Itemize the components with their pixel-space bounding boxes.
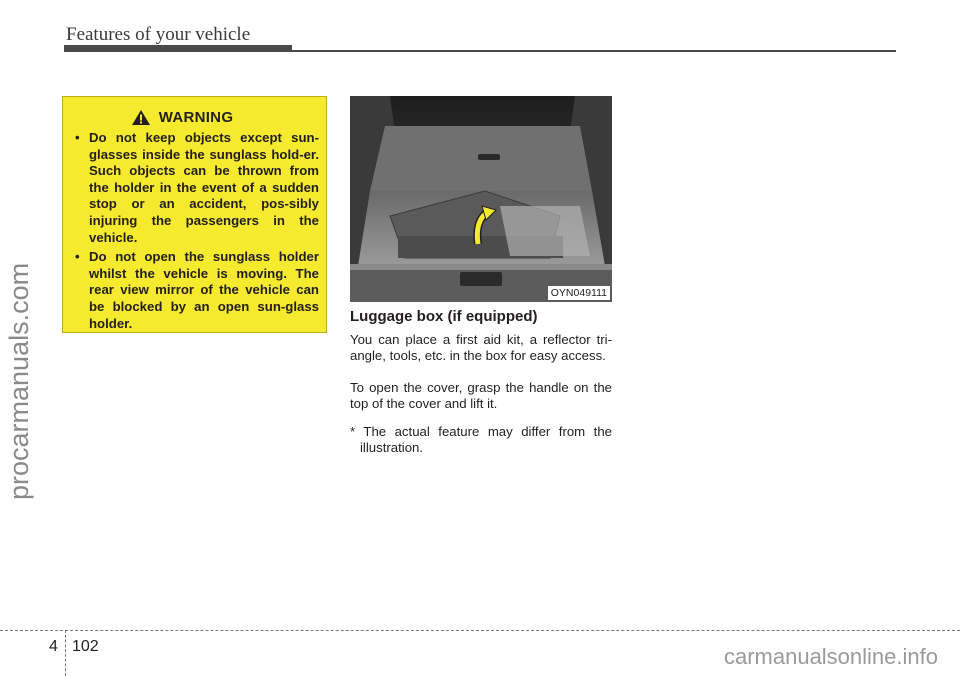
- header-title: Features of your vehicle: [66, 24, 251, 45]
- footer-rule: [0, 630, 960, 631]
- side-watermark: procarmanuals.com: [4, 262, 34, 500]
- chapter-number: 4: [49, 638, 58, 655]
- warning-item: • Do not keep objects except sun-glasses inside the sunglass hold-er. Such objects can be thrown from the holder in the event of a sudden stop or an accident, pos-sibly injuring the passengers in the vehicle.: [75, 130, 319, 246]
- section-paragraph: To open the cover, grasp the handle on the top of the cover and lift it.: [350, 380, 612, 411]
- warning-box: [62, 96, 327, 333]
- warning-item: • Do not open the sunglass holder whilst the vehicle is moving. The rear view mirror of the vehicle can be blocked by an open sun-glass holder.: [75, 249, 319, 332]
- luggage-box-illustration: [350, 96, 612, 302]
- warning-header: [75, 109, 319, 126]
- section-note: * The actual feature may differ from the illustration.: [350, 424, 612, 455]
- warning-triangle-icon: [131, 109, 151, 126]
- figure-code: OYN049111: [548, 286, 610, 300]
- bottom-watermark: carmanualsonline.info: [723, 644, 938, 669]
- warning-list: [75, 130, 319, 332]
- header-rule: [64, 50, 896, 52]
- page-number: 102: [72, 638, 99, 655]
- section-paragraph: You can place a first aid kit, a reflector tri-angle, tools, etc. in the box for easy access.: [350, 332, 612, 363]
- warning-title: WARNING: [158, 109, 234, 126]
- section-title: Luggage box (if equipped): [350, 308, 538, 325]
- footer-divider: [65, 630, 66, 676]
- luggage-box-photo: [350, 96, 612, 302]
